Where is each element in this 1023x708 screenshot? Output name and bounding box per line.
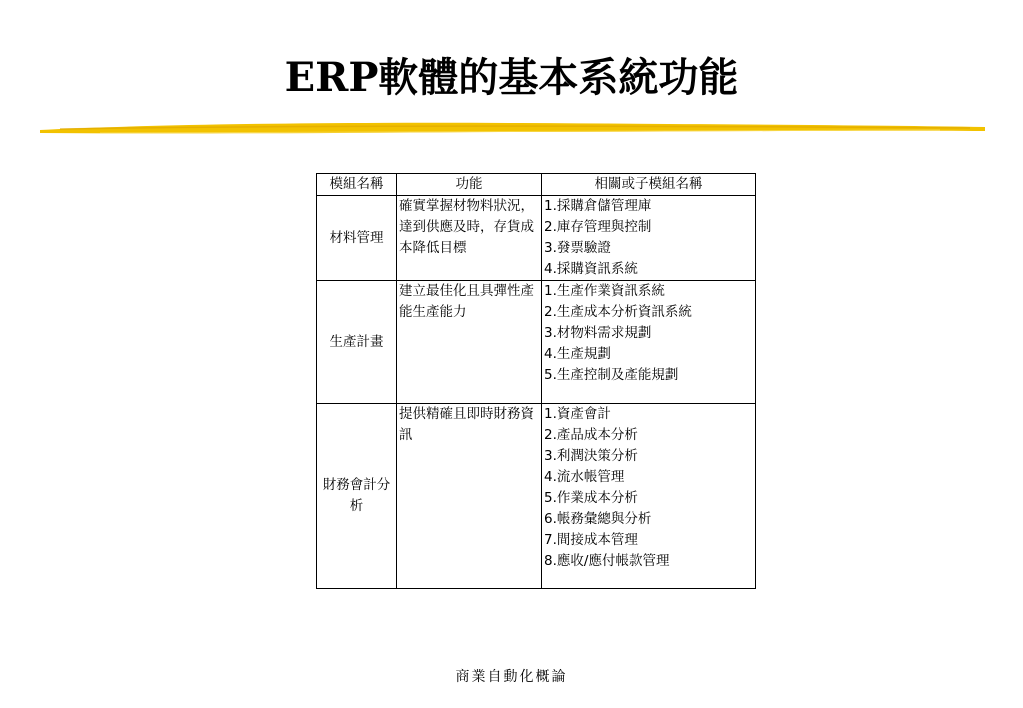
header-module-name: 模組名稱 [317, 174, 397, 196]
list-item: 7.間接成本管理 [544, 532, 638, 548]
function-cell: 確實掌握材物料狀況，達到供應及時，存貨成本降低目標 [397, 196, 542, 281]
list-item: 2.生產成本分析資訊系統 [544, 304, 692, 320]
table-row-production [317, 281, 756, 404]
function-cell: 提供精確且即時財務資訊 [397, 404, 542, 589]
related-modules-cell [542, 404, 756, 589]
list-item: 3.利潤決策分析 [544, 448, 638, 464]
erp-module-table [316, 173, 756, 589]
list-item: 1.生產作業資訊系統 [544, 283, 665, 299]
module-name-cell: 材料管理 [317, 196, 397, 281]
table-row-finance [317, 404, 756, 589]
list-item: 6.帳務彙總與分析 [544, 511, 652, 527]
list-item: 2.庫存管理與控制 [544, 219, 652, 235]
sub-module-list [544, 281, 753, 386]
title-underline-brushstroke [40, 118, 985, 138]
list-item: 3.發票驗證 [544, 240, 611, 256]
list-item: 4.採購資訊系統 [544, 261, 638, 277]
slide-footer: 商業自動化概論 [455, 669, 568, 685]
sub-module-list [544, 196, 753, 280]
header-related-modules: 相關或子模組名稱 [542, 174, 756, 196]
module-name-cell: 生產計畫 [317, 281, 397, 404]
list-item: 4.生產規劃 [544, 346, 611, 362]
list-item: 8.應收/應付帳款管理 [544, 553, 670, 569]
table-row-materials [317, 196, 756, 281]
list-item: 4.流水帳管理 [544, 469, 625, 485]
related-modules-cell [542, 281, 756, 404]
list-item: 1.採購倉儲管理庫 [544, 198, 652, 214]
sub-module-list [544, 404, 753, 572]
module-name-cell: 財務會計分析 [317, 404, 397, 589]
list-item: 1.資產會計 [544, 406, 611, 422]
header-function: 功能 [397, 174, 542, 196]
slide-title: ERP軟體的基本系統功能 [284, 54, 739, 101]
related-modules-cell [542, 196, 756, 281]
list-item: 5.作業成本分析 [544, 490, 638, 506]
table-header-row [317, 174, 756, 196]
function-cell: 建立最佳化且具彈性產能生產能力 [397, 281, 542, 404]
list-item: 2.產品成本分析 [544, 427, 638, 443]
list-item: 5.生產控制及產能規劃 [544, 367, 679, 383]
list-item: 3.材物料需求規劃 [544, 325, 652, 341]
